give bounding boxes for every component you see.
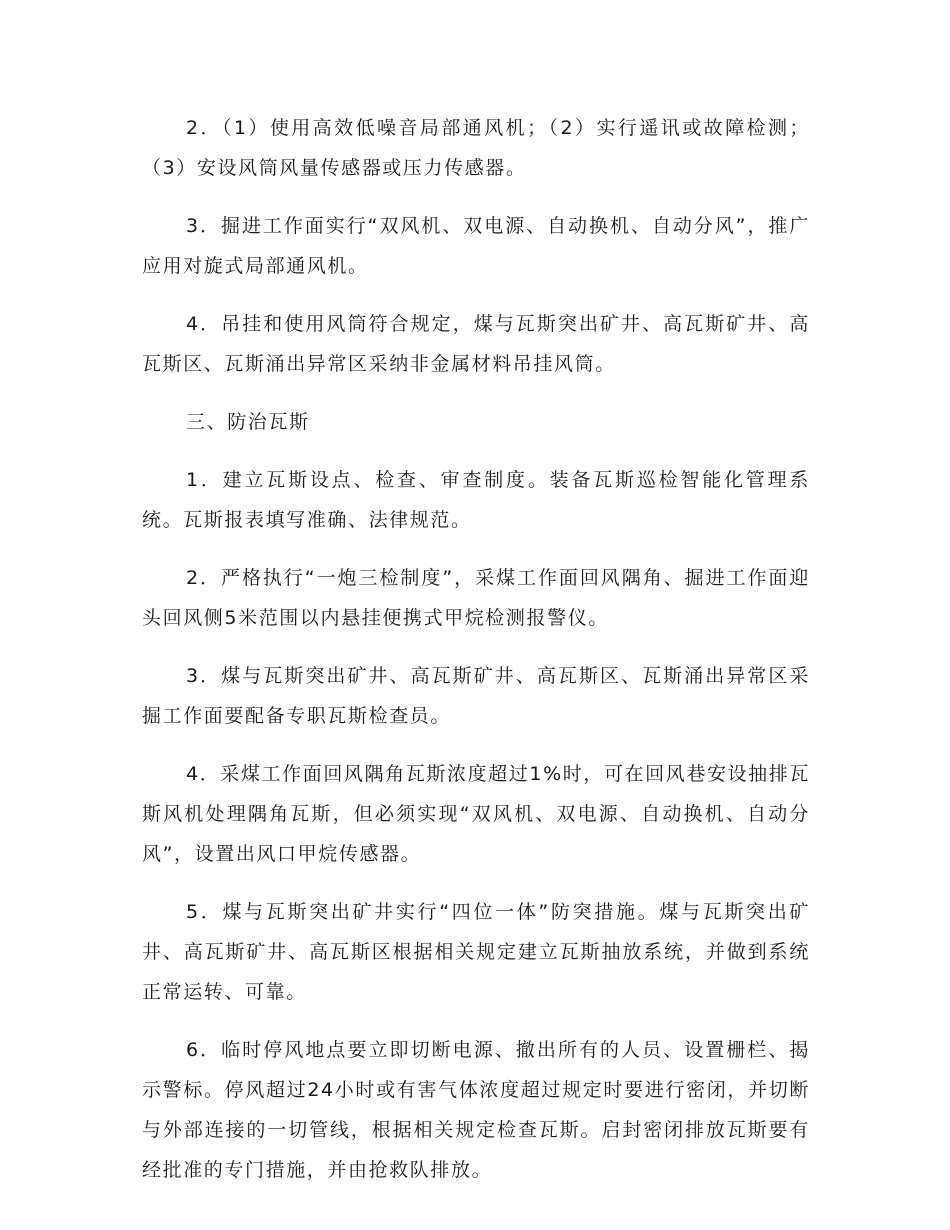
paragraph-gas-6: 6．临时停风地点要立即切断电源、撤出所有的人员、设置栅栏、揭示警标。停风超过24小时或有害气体浓度超过规定时要进行密闭，并切断与外部连接的一切管线，根据相关规定检查瓦斯。启封密闭排放瓦斯要有经批准的专门措施，并由抢救队排放。 bbox=[142, 1039, 810, 1181]
section-heading-gas-control: 三、防治瓦斯 bbox=[186, 411, 310, 433]
paragraph-ventilation-3: 3．掘进工作面实行“双风机、双电源、自动换机、自动分风”，推广应用对旋式局部通风机。 bbox=[142, 215, 810, 277]
paragraph-ventilation-2: 2．（1）使用高效低噪音局部通风机；（2）实行遥讯或故障检测；（3）安设风筒风量传感器或压力传感器。 bbox=[142, 117, 810, 179]
paragraph-ventilation-4: 4．吊挂和使用风筒符合规定，煤与瓦斯突出矿井、高瓦斯矿井、高瓦斯区、瓦斯涌出异常区采纳非金属材料吊挂风筒。 bbox=[142, 313, 810, 375]
document-body bbox=[142, 108, 810, 1208]
paragraph-gas-5: 5．煤与瓦斯突出矿井实行“四位一体”防突措施。煤与瓦斯突出矿井、高瓦斯矿井、高瓦斯区根据相关规定建立瓦斯抽放系统，并做到系统正常运转、可靠。 bbox=[142, 901, 810, 1003]
paragraph-gas-4: 4．采煤工作面回风隅角瓦斯浓度超过1%时，可在回风巷安设抽排瓦斯风机处理隅角瓦斯，但必须实现“双风机、双电源、自动换机、自动分风”，设置出风口甲烷传感器。 bbox=[142, 763, 810, 865]
paragraph-gas-1: 1．建立瓦斯设点、检查、审查制度。装备瓦斯巡检智能化管理系统。瓦斯报表填写准确、法律规范。 bbox=[142, 469, 810, 531]
paragraph-gas-3: 3．煤与瓦斯突出矿井、高瓦斯矿井、高瓦斯区、瓦斯涌出异常区采掘工作面要配备专职瓦斯检查员。 bbox=[142, 665, 810, 727]
paragraph-gas-2: 2．严格执行“一炮三检制度”，采煤工作面回风隅角、掘进工作面迎头回风侧5米范围以内悬挂便携式甲烷检测报警仪。 bbox=[142, 567, 810, 629]
